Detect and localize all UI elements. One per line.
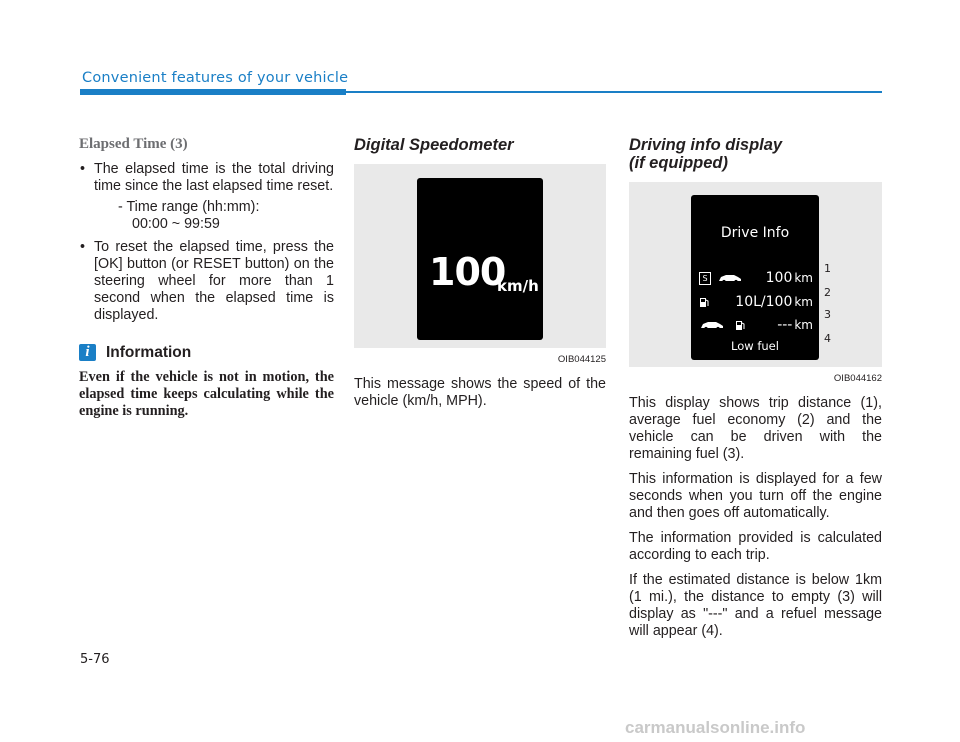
s-badge: S	[699, 272, 711, 285]
fuel-economy-row	[699, 292, 813, 312]
trip-distance-unit: km	[794, 270, 813, 285]
distance-to-empty-row	[699, 315, 813, 335]
car-icon	[717, 273, 743, 283]
bullet-list	[79, 161, 334, 324]
information-label: Information	[106, 344, 192, 361]
column-digital-speedometer	[354, 136, 606, 418]
page-number: 5-76	[80, 652, 110, 667]
callout-4: 4	[824, 332, 831, 345]
figure-caption: OIB044162	[833, 373, 882, 384]
callout-2: 2	[824, 286, 831, 299]
speed-value: 100	[429, 250, 506, 294]
section-heading-line1: Driving info display	[629, 136, 783, 154]
low-fuel-message: Low fuel	[731, 339, 779, 353]
watermark: carmanualsonline.info	[625, 718, 806, 737]
drive-info-figure	[629, 182, 882, 367]
callout-1: 1	[824, 262, 831, 275]
bullet-item	[79, 161, 334, 233]
time-range-note	[94, 199, 334, 233]
section-heading-line2: (if equipped)	[629, 154, 728, 172]
fuel-pump-icon	[699, 296, 709, 308]
bullet-text: The elapsed time is the total driving time since the last elapsed time reset.	[94, 161, 334, 194]
cluster-screen	[417, 178, 543, 340]
column-driving-info	[629, 136, 882, 648]
header-rule-thick	[80, 89, 346, 95]
trip-distance-value: 100	[765, 269, 793, 286]
header-rule-thin	[346, 91, 882, 93]
distance-to-empty-value: ---	[777, 316, 793, 333]
info-icon: i	[79, 344, 96, 361]
speedometer-figure	[354, 164, 606, 348]
fuel-pump-icon	[735, 319, 745, 331]
section-heading: Digital Speedometer	[354, 136, 514, 154]
body-text: This message shows the speed of the vehicle (km/h, MPH).	[354, 376, 606, 409]
information-heading	[79, 344, 334, 361]
speed-unit: km/h	[497, 277, 539, 295]
bullet-item	[79, 239, 334, 324]
callout-3: 3	[824, 308, 831, 321]
information-text: Even if the vehicle is not in motion, the elapsed time keeps calculating while the engine is running.	[79, 369, 334, 419]
body-text: The information provided is calculated according to each trip.	[629, 530, 882, 563]
bullet-text: To reset the elapsed time, press the [OK] button (or RESET button) on the steering wheel for more than 1 second when the elapsed time is displayed.	[94, 239, 334, 323]
trip-distance-row	[699, 268, 813, 288]
body-text: This display shows trip distance (1), average fuel economy (2) and the vehicle can be driven with the remaining fuel (3).	[629, 395, 882, 462]
cluster-screen	[691, 195, 819, 360]
drive-info-title: Drive Info	[720, 225, 790, 241]
header-title: Convenient features of your vehicle	[82, 70, 349, 86]
column-elapsed-time	[79, 136, 334, 420]
section-heading	[629, 136, 882, 172]
section-heading: Elapsed Time (3)	[79, 136, 188, 152]
car-icon	[699, 320, 725, 330]
fuel-economy-unit: km	[794, 294, 813, 309]
distance-to-empty-unit: km	[794, 317, 813, 332]
body-text: This information is displayed for a few seconds when you turn off the engine and then goes off automatically.	[629, 471, 882, 521]
time-range-label: - Time range (hh:mm):	[118, 199, 260, 215]
fuel-economy-value: 10L/100	[735, 293, 793, 310]
time-range-value: 00:00 ~ 99:59	[132, 216, 220, 232]
body-text: If the estimated distance is below 1km (1 mi.), the distance to empty (3) will display as "---" and a refuel message will appear (4).	[629, 572, 882, 639]
figure-caption: OIB044125	[557, 354, 606, 365]
